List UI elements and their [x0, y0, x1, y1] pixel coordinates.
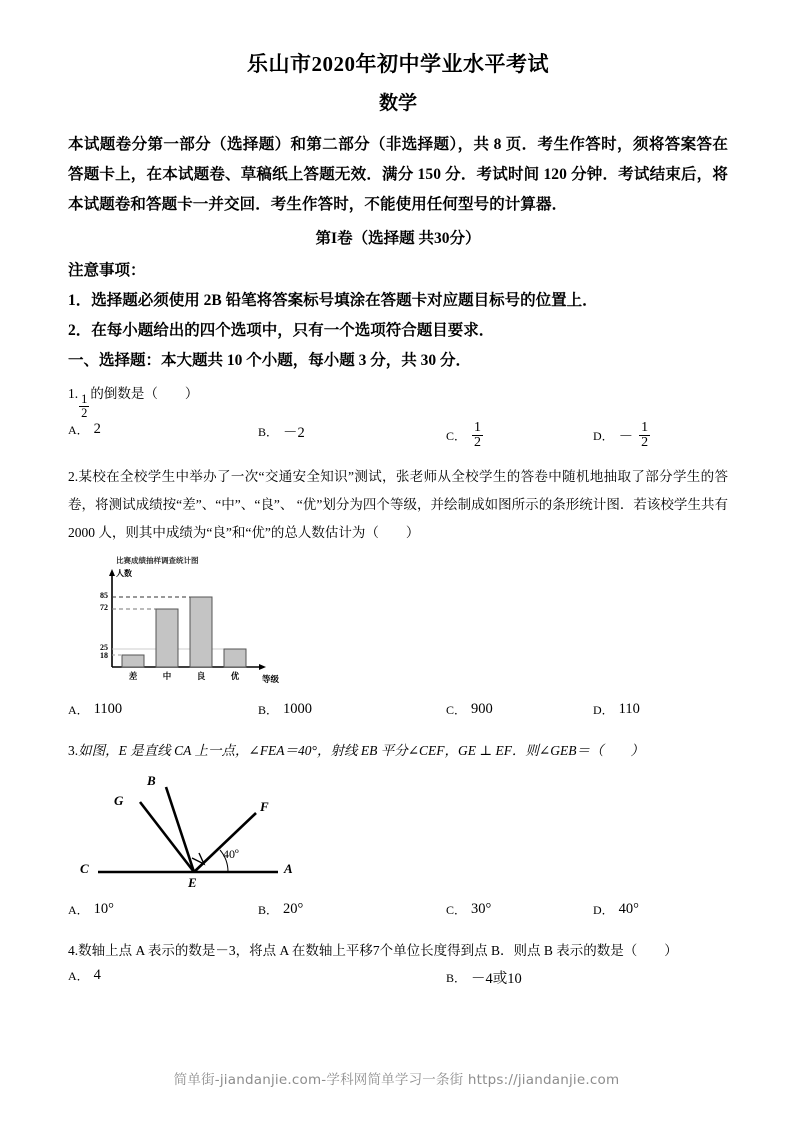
question-3-text: 如图，E 是直线 CA 上一点，∠FEA＝40°，射线 EB 平分∠CEF，GE ⊥ EF．则∠GEB＝（ ）	[78, 743, 644, 759]
notes-title: 注意事项：	[68, 261, 146, 279]
question-1	[68, 380, 728, 419]
geo-angle-label: 40º	[223, 847, 239, 862]
option-3-d[interactable]	[593, 901, 639, 918]
option-2-b-value: 1000	[283, 701, 313, 718]
geo-label-B: B	[147, 773, 156, 789]
option-4-a[interactable]	[68, 967, 101, 984]
question-2-text: 某校在全校学生中举办了一次“交通安全知识”测试，张老师从全校学生的答卷中随机地抽取了部分学生的答卷，将测试成绩按“差”、“中”、“良”、 “优”划分为四个等级，并绘制成如图所示的条形统计图．若该校学生共有 2000 人，则其中成绩为“良”和“优”的总人数估计为（ ）	[68, 469, 728, 541]
option-3-a-value: 10°	[93, 901, 114, 918]
question-4-text: 数轴上点 A 表示的数是－3，将点 A 在数轴上平移7个单位长度得到点 B．则点 B 表示的数是（ ）	[78, 943, 678, 959]
chart-bar-liang	[190, 597, 212, 667]
option-2-a-value: 1100	[93, 701, 123, 718]
question-1-options	[68, 421, 728, 463]
chart-xtick-zhong: 中	[162, 671, 172, 682]
option-1-d-letter: D．	[593, 429, 614, 444]
option-2-d[interactable]	[593, 701, 640, 718]
geo-label-E: E	[188, 875, 197, 891]
footer-watermark: 简单街-jiandanjie.com-学科网简单学习一条街 https://jiandanjie.com	[173, 1072, 620, 1088]
option-3-a[interactable]	[68, 901, 114, 918]
chart-y-arrow	[109, 569, 115, 576]
option-4-a-letter: A．	[68, 969, 89, 984]
geo-label-F: F	[260, 799, 269, 815]
question-4-number: 4.	[68, 943, 79, 959]
option-4-a-value: 4	[93, 967, 101, 984]
option-2-a-letter: A．	[68, 703, 89, 718]
option-3-a-letter: A．	[68, 903, 89, 918]
option-3-b-value: 20°	[283, 901, 304, 918]
chart-ytick-18: 18	[100, 651, 108, 661]
section-heading: 一、选择题：本大题共 10 个小题，每小题 3 分，共 30 分．	[68, 351, 472, 369]
option-2-b-letter: B．	[258, 703, 279, 718]
geo-label-G: G	[114, 793, 124, 809]
chart-xtick-you: 优	[230, 671, 240, 682]
question-1-number: 1.	[68, 385, 79, 401]
chart-bar-you	[224, 649, 246, 667]
note-item-2: 2．在每小题给出的四个选项中，只有一个选项符合题目要求．	[68, 321, 495, 339]
question-2-options	[68, 701, 728, 731]
option-2-c[interactable]	[446, 701, 493, 718]
geo-label-A: A	[284, 861, 293, 877]
option-1-a[interactable]	[68, 421, 101, 438]
question-4-options	[68, 967, 728, 997]
option-2-d-value: 110	[618, 701, 640, 718]
option-1-b-letter: B．	[258, 425, 279, 440]
chart-x-arrow	[259, 664, 266, 670]
question-1-stem: 的倒数是（ ）	[90, 385, 199, 401]
option-3-b-letter: B．	[258, 903, 279, 918]
question-3	[68, 737, 728, 765]
note-item-1: 1．选择题必须使用 2B 铅笔将答案标号填涂在答题卡对应题目标号的位置上．	[68, 291, 598, 309]
option-1-c-fraction: $\frac{1}{2}$	[474, 420, 482, 451]
chart-ytick-72: 72	[100, 603, 108, 613]
option-2-d-letter: D．	[593, 703, 614, 718]
chart-xtick-cha: 差	[128, 671, 138, 682]
geometry-figure	[78, 771, 358, 899]
option-3-d-letter: D．	[593, 903, 614, 918]
option-1-d-fraction: $\frac{1}{2}$	[641, 420, 649, 451]
geo-label-C: C	[80, 861, 89, 877]
ray-EB	[166, 787, 194, 872]
question-3-options	[68, 901, 728, 931]
geometry-canvas	[78, 771, 358, 899]
option-1-b[interactable]	[258, 421, 305, 442]
right-angle-mark	[192, 853, 204, 864]
page-title: 乐山市2020年初中学业水平考试	[247, 52, 549, 76]
chart-xtick-liang: 良	[196, 671, 206, 682]
question-2-number: 2.	[68, 469, 79, 485]
exam-instructions: 本试题卷分第一部分（选择题）和第二部分（非选择题），共 8 页．考生作答时，须将答案答在答题卡上，在本试题卷、草稿纸上答题无效．满分 150 分．考试时间 120 分钟．考试结束后，将本试题卷和答题卡一并交回．考生作答时，不能使用任何型号的计算器．	[68, 135, 728, 213]
option-2-b[interactable]	[258, 701, 312, 718]
ray-EG	[140, 802, 194, 872]
chart-x-axis-label: 等级	[262, 674, 280, 685]
chart-bar-zhong	[156, 609, 178, 667]
option-1-b-value: －2	[283, 425, 305, 442]
chart-ytick-25: 25	[100, 643, 108, 653]
question-4	[68, 937, 728, 965]
option-1-c-letter: C．	[446, 429, 467, 444]
option-1-a-letter: A．	[68, 423, 89, 438]
option-3-c-letter: C．	[446, 903, 467, 918]
option-2-a[interactable]	[68, 701, 122, 718]
option-3-c[interactable]	[446, 901, 491, 918]
option-1-a-value: 2	[93, 421, 101, 438]
option-3-b[interactable]	[258, 901, 303, 918]
chart-y-axis-label: 人数	[116, 569, 132, 579]
option-1-d[interactable]	[593, 421, 651, 450]
option-4-b[interactable]	[446, 967, 522, 988]
option-4-b-letter: B．	[446, 971, 467, 986]
option-3-c-value: 30°	[471, 901, 492, 918]
question-2	[68, 463, 728, 547]
subject-title: 数学	[378, 93, 417, 115]
option-2-c-letter: C．	[446, 703, 467, 718]
option-1-c[interactable]	[446, 421, 484, 450]
option-3-d-value: 40°	[618, 901, 639, 918]
question-1-fraction: $\frac{1}{2}$	[81, 392, 88, 420]
option-2-c-value: 900	[471, 701, 493, 718]
chart-bar-cha	[122, 655, 144, 667]
bar-chart	[86, 555, 336, 695]
chart-ytick-85: 85	[100, 591, 108, 601]
question-3-number: 3.	[68, 743, 79, 759]
part-one-heading: 第I卷（选择题 共30分）	[315, 229, 481, 247]
chart-title: 比赛成绩抽样调查统计图	[116, 556, 199, 566]
option-4-b-value: －4或10	[471, 971, 522, 988]
option-1-d-minus: －	[618, 429, 634, 446]
page-content	[68, 52, 728, 997]
